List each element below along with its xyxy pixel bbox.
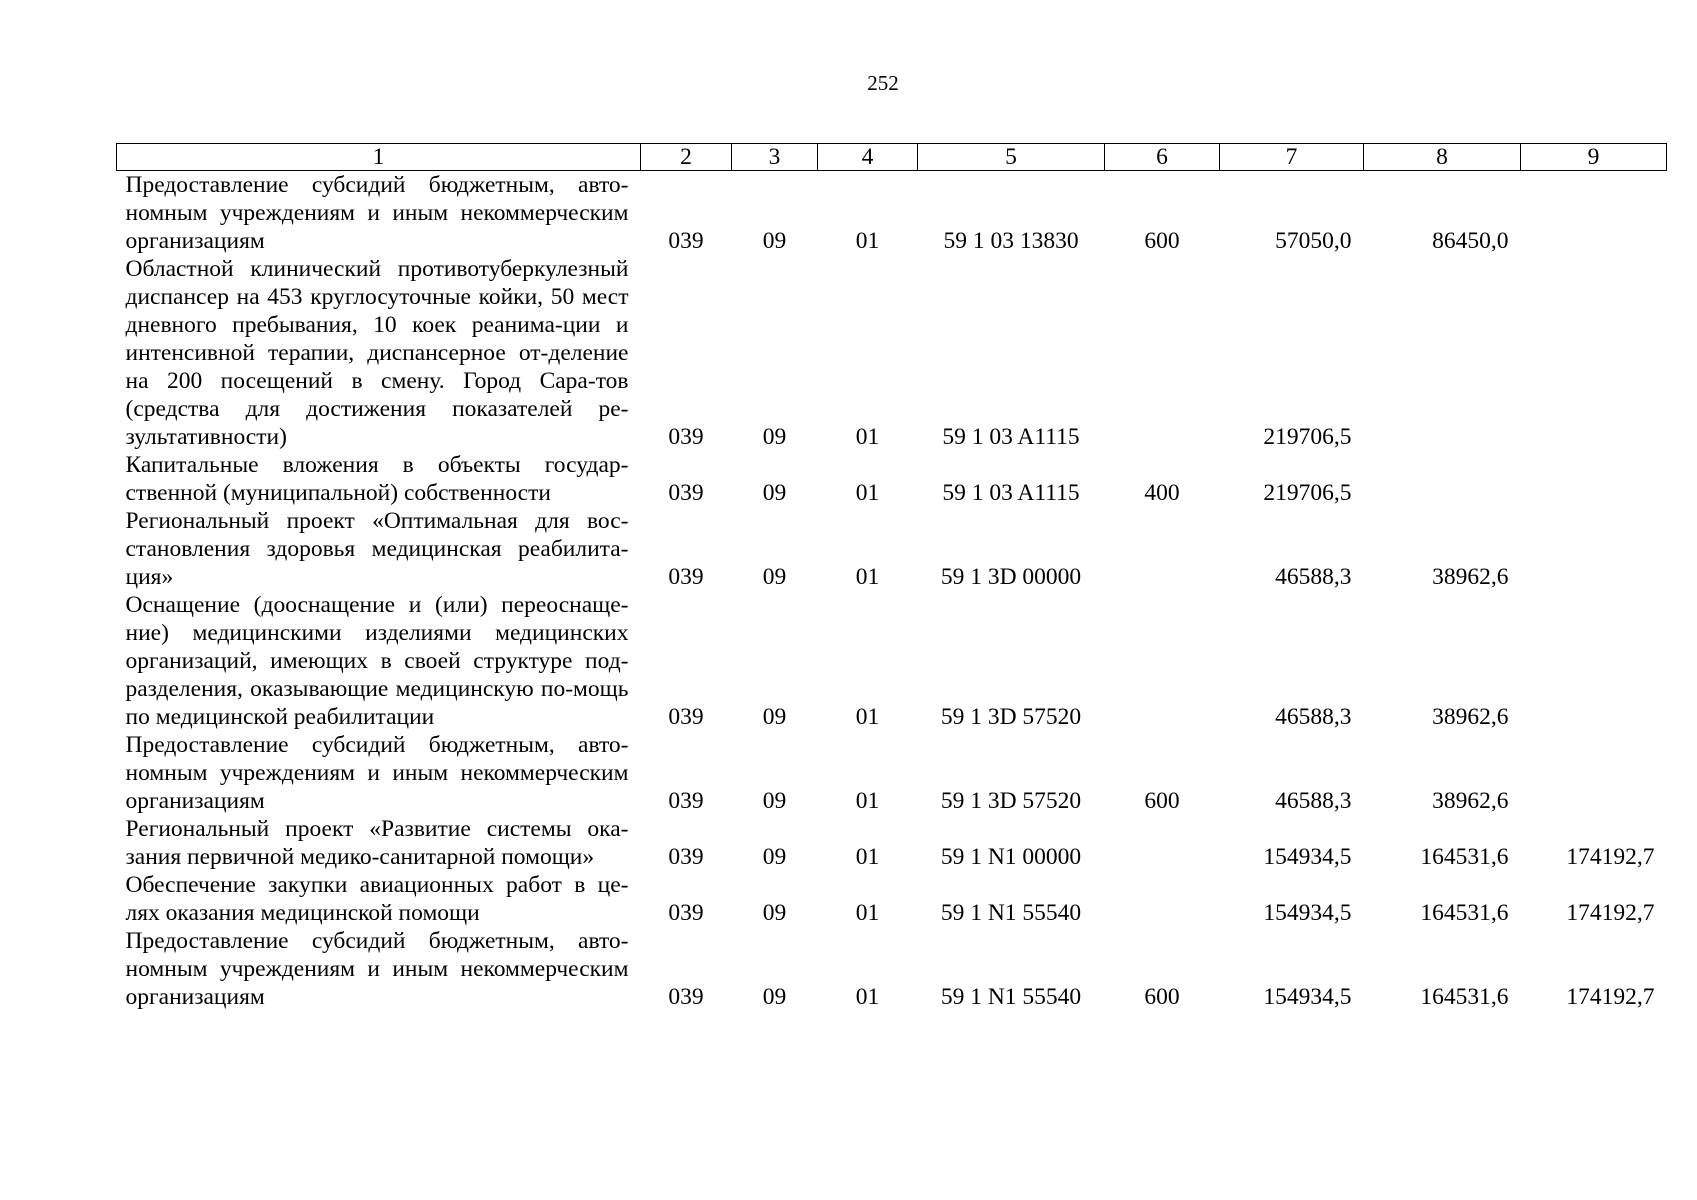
row-name: Предоставление субсидий бюджетным, авто-номным учреждениям и иным некоммерческим организациям bbox=[125, 732, 629, 814]
ministry-code: 039 bbox=[668, 228, 704, 254]
row-name: Оснащение (дооснащение и (или) переоснаще-ние) медицинскими изделиями медицинских организаций, имеющих в своей структуре под-разделения, оказывающие медицинскую по-мощь по медицинской реабилитации bbox=[125, 592, 629, 730]
amount-year-2: 38962,6 bbox=[1432, 788, 1509, 814]
expense-type-code: 600 bbox=[1144, 228, 1180, 254]
table-row bbox=[117, 255, 1667, 451]
amount-year-2 bbox=[1364, 255, 1521, 451]
column-header-2: 2 bbox=[641, 144, 732, 171]
amount-year-1: 154934,5 bbox=[1263, 900, 1352, 926]
table-row bbox=[117, 171, 1667, 256]
expense-type-code bbox=[1105, 871, 1220, 927]
target-article-code: 59 1 N1 55540 bbox=[940, 900, 1082, 926]
amount-year-1: 219706,5 bbox=[1263, 424, 1352, 450]
row-name: Областной клинический противотуберкулезный диспансер на 453 круглосуточные койки, 50 мест дневного пребывания, 10 коек реанима-ции и интенсивной терапии, диспансерное от-деление на 200 посещений в смену. Город Сара-тов (средства для достижения показателей ре-зультативности) bbox=[125, 256, 629, 450]
amount-year-2: 164531,6 bbox=[1420, 844, 1509, 870]
amount-year-3 bbox=[1521, 451, 1667, 507]
subsection-code: 01 bbox=[855, 480, 880, 506]
section-code: 09 bbox=[762, 984, 787, 1010]
ministry-code: 039 bbox=[668, 788, 704, 814]
target-article-code: 59 1 03 A1115 bbox=[942, 424, 1080, 450]
column-header-6: 6 bbox=[1105, 144, 1220, 171]
column-header-7: 7 bbox=[1220, 144, 1364, 171]
table-row bbox=[117, 591, 1667, 731]
row-name: Капитальные вложения в объекты государ-ственной (муниципальной) собственности bbox=[125, 452, 629, 506]
section-code: 09 bbox=[762, 900, 787, 926]
table-header-row bbox=[117, 144, 1667, 171]
row-name: Региональный проект «Оптимальная для вос-становления здоровья медицинская реабилита-ция» bbox=[125, 508, 629, 590]
table-body bbox=[117, 171, 1667, 1012]
amount-year-3 bbox=[1521, 591, 1667, 731]
ministry-code: 039 bbox=[668, 900, 704, 926]
column-header-9: 9 bbox=[1521, 144, 1667, 171]
section-code: 09 bbox=[762, 480, 787, 506]
subsection-code: 01 bbox=[855, 228, 880, 254]
subsection-code: 01 bbox=[855, 844, 880, 870]
row-name: Обеспечение закупки авиационных работ в це-лях оказания медицинской помощи bbox=[125, 872, 629, 926]
amount-year-3 bbox=[1521, 507, 1667, 591]
amount-year-2: 164531,6 bbox=[1420, 900, 1509, 926]
table-row bbox=[117, 815, 1667, 871]
amount-year-2: 86450,0 bbox=[1432, 228, 1509, 254]
target-article-code: 59 1 3D 00000 bbox=[940, 564, 1082, 590]
section-code: 09 bbox=[762, 424, 787, 450]
ministry-code: 039 bbox=[668, 564, 704, 590]
row-name: Предоставление субсидий бюджетным, авто-номным учреждениям и иным некоммерческим организациям bbox=[125, 928, 629, 1010]
target-article-code: 59 1 03 13830 bbox=[943, 228, 1079, 254]
expense-type-code: 600 bbox=[1144, 788, 1180, 814]
subsection-code: 01 bbox=[855, 424, 880, 450]
amount-year-3 bbox=[1521, 255, 1667, 451]
expense-type-code: 400 bbox=[1144, 480, 1180, 506]
amount-year-3: 174192,7 bbox=[1566, 900, 1655, 926]
amount-year-1: 46588,3 bbox=[1275, 704, 1352, 730]
expense-type-code: 600 bbox=[1144, 984, 1180, 1010]
subsection-code: 01 bbox=[855, 704, 880, 730]
table-row bbox=[117, 871, 1667, 927]
ministry-code: 039 bbox=[668, 480, 704, 506]
amount-year-3 bbox=[1521, 731, 1667, 815]
section-code: 09 bbox=[762, 844, 787, 870]
ministry-code: 039 bbox=[668, 424, 704, 450]
amount-year-1: 46588,3 bbox=[1275, 564, 1352, 590]
page-number: 252 bbox=[867, 71, 899, 95]
row-name: Предоставление субсидий бюджетным, авто-номным учреждениям и иным некоммерческим организациям bbox=[125, 172, 629, 254]
target-article-code: 59 1 N1 55540 bbox=[940, 984, 1082, 1010]
target-article-code: 59 1 03 A1115 bbox=[942, 480, 1080, 506]
subsection-code: 01 bbox=[855, 984, 880, 1010]
table-row bbox=[117, 731, 1667, 815]
column-header-8: 8 bbox=[1364, 144, 1521, 171]
column-header-3: 3 bbox=[732, 144, 818, 171]
amount-year-2: 38962,6 bbox=[1432, 704, 1509, 730]
subsection-code: 01 bbox=[855, 788, 880, 814]
expense-type-code bbox=[1105, 591, 1220, 731]
row-name: Региональный проект «Развитие системы ока-зания первичной медико-санитарной помощи» bbox=[125, 816, 629, 870]
amount-year-1: 57050,0 bbox=[1275, 228, 1352, 254]
amount-year-2 bbox=[1364, 451, 1521, 507]
expense-type-code bbox=[1105, 815, 1220, 871]
subsection-code: 01 bbox=[855, 900, 880, 926]
amount-year-3 bbox=[1521, 171, 1667, 256]
column-header-4: 4 bbox=[818, 144, 918, 171]
target-article-code: 59 1 N1 00000 bbox=[940, 844, 1082, 870]
expense-type-code bbox=[1105, 255, 1220, 451]
amount-year-2: 164531,6 bbox=[1420, 984, 1509, 1010]
table-row bbox=[117, 507, 1667, 591]
column-header-1: 1 bbox=[117, 144, 641, 171]
target-article-code: 59 1 3D 57520 bbox=[940, 704, 1082, 730]
section-code: 09 bbox=[762, 704, 787, 730]
amount-year-3: 174192,7 bbox=[1566, 844, 1655, 870]
budget-table bbox=[116, 143, 1667, 1011]
amount-year-1: 154934,5 bbox=[1263, 984, 1352, 1010]
amount-year-1: 154934,5 bbox=[1263, 844, 1352, 870]
section-code: 09 bbox=[762, 564, 787, 590]
ministry-code: 039 bbox=[668, 704, 704, 730]
expense-type-code bbox=[1105, 507, 1220, 591]
amount-year-1: 219706,5 bbox=[1263, 480, 1352, 506]
column-header-5: 5 bbox=[918, 144, 1105, 171]
amount-year-3: 174192,7 bbox=[1566, 984, 1655, 1010]
ministry-code: 039 bbox=[668, 984, 704, 1010]
ministry-code: 039 bbox=[668, 844, 704, 870]
table-row bbox=[117, 451, 1667, 507]
section-code: 09 bbox=[762, 788, 787, 814]
budget-table-sheet bbox=[116, 143, 1666, 1011]
amount-year-1: 46588,3 bbox=[1275, 788, 1352, 814]
section-code: 09 bbox=[762, 228, 787, 254]
target-article-code: 59 1 3D 57520 bbox=[940, 788, 1082, 814]
table-row bbox=[117, 927, 1667, 1011]
amount-year-2: 38962,6 bbox=[1432, 564, 1509, 590]
subsection-code: 01 bbox=[855, 564, 880, 590]
